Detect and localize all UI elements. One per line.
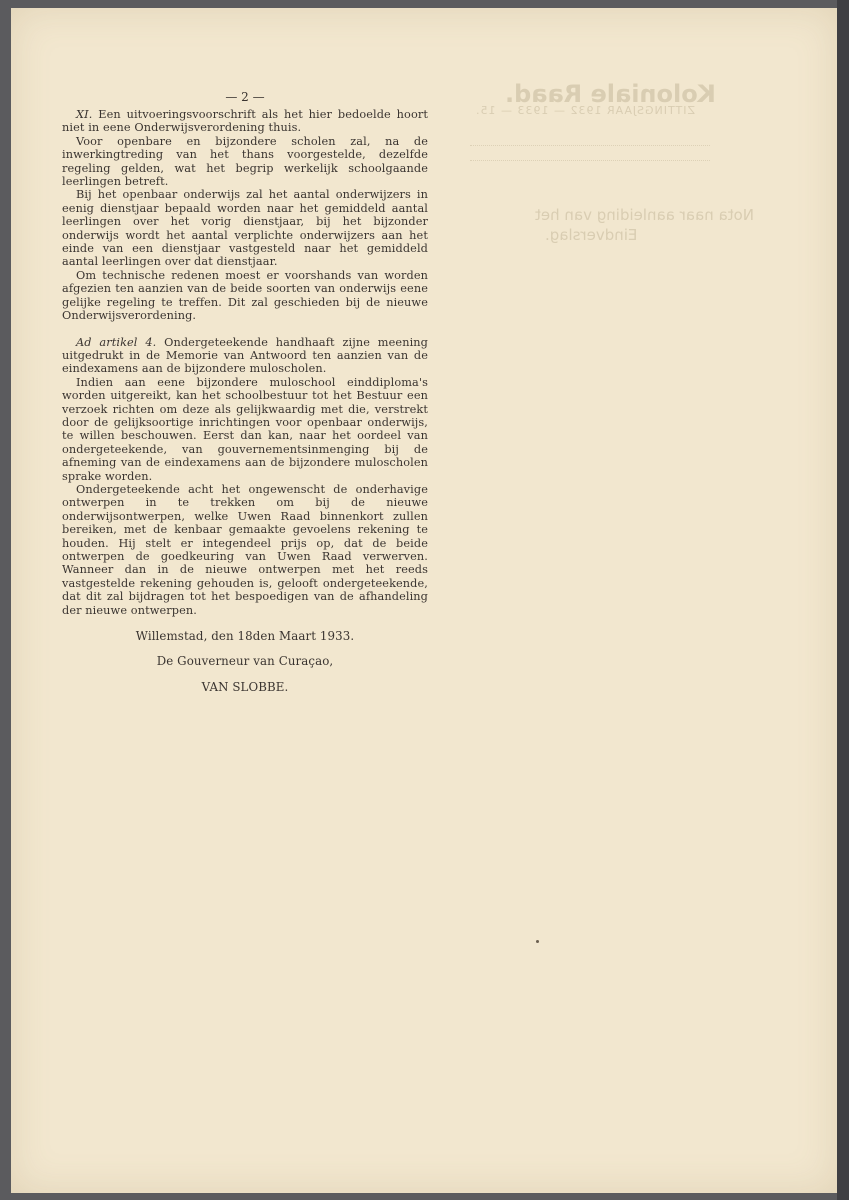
signatory-title: De Gouverneur van Curaçao,: [156, 654, 334, 669]
paragraph-lead: Ad artikel 4.: [76, 335, 157, 349]
paragraph-text: Ondergeteekende acht het ongewenscht de onderhavige ontwerpen in te trekken om bij de nieuwe onderwijsontwerpen, welke Uwen Raad binnenkort zullen bereiken, met de kenbaar gemaakte gevoelens rekening te houden. Hij stelt er integendeel prijs op, dat de beide ontwerpen de goedkeuring van Uwen Raad verwerven. Wanneer dan in de nieuwe ontwerpen met het reeds vastgestelde rekening gehouden is, gelooft ondergeteekende, dat dit zal bijdragen tot het bespoedigen van de afhandeling der nieuwe ontwerpen.: [62, 482, 428, 617]
place-date: Willemstad, den 18den Maart 1933.: [135, 629, 355, 644]
scan-border: [837, 0, 849, 1200]
paragraph-lead: XI.: [76, 108, 93, 121]
paragraph-text: Voor openbare en bijzondere scholen zal, na de inwerkingtreding van het thans voorgestelde, dezelfde regeling gelden, wat het begrip werkelijk schoolgaande leerlingen betreft.: [62, 134, 428, 189]
paragraph: [62, 188, 428, 268]
paragraph-text: Een uitvoeringsvoorschrift als het hier bedoelde hoort niet in eene Onderwijsverordening thuis.: [62, 108, 428, 135]
paragraph-text: Om technische redenen moest er voorshands van worden afgezien ten aanzien van de beide soorten van onderwijs eene gelijke regeling te treffen. Dit zal geschieden bij de nieuwe Onderwijsverordening.: [62, 268, 428, 323]
paper-speck: [536, 940, 539, 943]
bleed-through-note: Nota naar aanleiding van het: [535, 206, 754, 224]
paragraph-text: Indien aan eene bijzondere muloschool einddiploma's worden uitgereikt, kan het schoolbestuur tot het Bestuur een verzoek richten om deze als gelijkwaardig met die, verstrekt door de gelijksoortige inrichtingen voor openbaar onderwijs, te willen beschouwen. Eerst dan kan, naar het oordeel van ondergeteekende, van gouvernementsinmenging bij de afneming van de eindexamens aan de bijzondere muloscholen sprake worden.: [62, 375, 428, 483]
paragraph: [62, 269, 428, 323]
paragraph: [62, 336, 428, 376]
paragraph: [62, 108, 428, 135]
paragraph: [62, 483, 428, 617]
page-number: — 2 —: [225, 90, 265, 104]
paragraph: [62, 376, 428, 483]
section-gap: [62, 323, 428, 336]
body-text: [62, 108, 428, 694]
bleed-through-note: Eindverslag.: [545, 226, 638, 244]
signatory-name: VAN SLOBBE.: [201, 679, 289, 694]
paragraph: [62, 135, 428, 189]
paragraph-text: Ondergeteekende handhaaft zijne meening uitgedrukt in de Memorie van Antwoord ten aanzien van de eindexamens aan de bijzondere muloscholen.: [62, 335, 428, 376]
bleed-through-rule: [470, 145, 710, 146]
bleed-through-rule: [470, 160, 710, 161]
paragraph-text: Bij het openbaar onderwijs zal het aantal onderwijzers in eenig dienstjaar bepaald worden naar het gemiddeld aantal leerlingen over het vorig dienstjaar, bij het bijzonder onderwijs wordt het aantal verplichte onderwijzers aan het einde van een dienstjaar vastgesteld naar het gemiddeld aantal leerlingen over dat dienstjaar.: [62, 188, 428, 269]
bleed-through-subtitle: ZITTINGSJAAR 1932 — 1933 — 15.: [475, 104, 696, 117]
bleed-through-title: Koloniale Raad.: [505, 80, 716, 108]
